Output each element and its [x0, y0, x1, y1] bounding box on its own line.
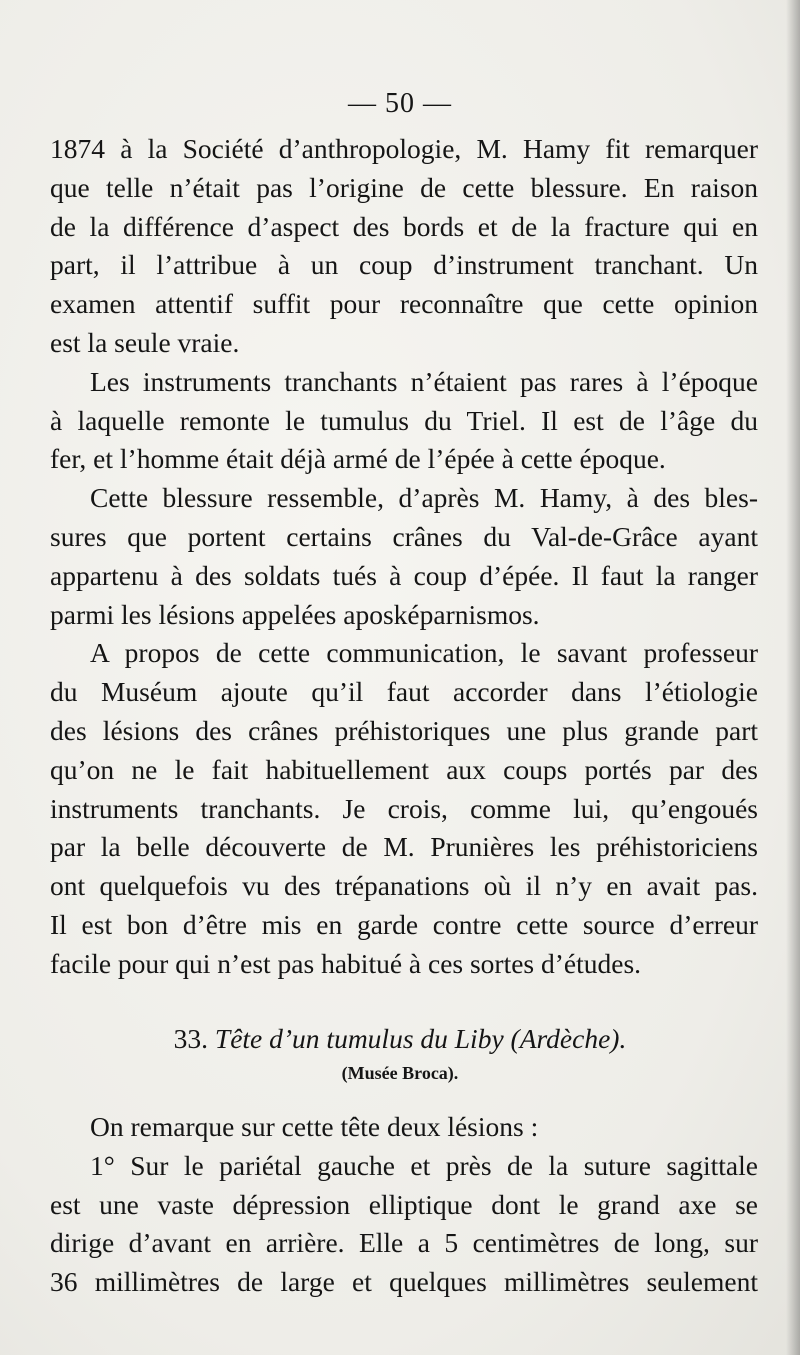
section-heading: [0, 1020, 800, 1058]
text-line: appartenu à des soldats tués à coup d’épée. Il faut la ranger: [50, 559, 758, 591]
page-edge-shadow: [786, 0, 800, 1355]
text-line: parmi les lésions appelées aposképarnismos.: [50, 598, 540, 630]
page-number: — 50 —: [348, 88, 452, 119]
text-line: fer, et l’homme était déjà armé de l’épée à cette époque.: [50, 443, 666, 475]
text-line: par la belle découverte de M. Prunières les préhistoriciens: [50, 831, 758, 863]
text-line: Cette blessure ressemble, d’après M. Hamy, à des bles-: [90, 482, 758, 514]
text-line: ont quelquefois vu des trépanations où il n’y en avait pas.: [50, 870, 758, 902]
text-line: 36 millimètres de large et quelques millimètres seulement: [50, 1266, 758, 1298]
text-line: du Muséum ajoute qu’il faut accorder dans l’étiologie: [50, 676, 758, 708]
text-line: A propos de cette communication, le savant professeur: [90, 637, 758, 669]
text-line: On remarque sur cette tête deux lésions :: [90, 1111, 539, 1142]
text-line: 1° Sur le pariétal gauche et près de la suture sagittale: [90, 1149, 758, 1181]
text-line: instruments tranchants. Je crois, comme lui, qu’engoués: [50, 792, 758, 824]
section-number: 33.: [173, 1023, 209, 1054]
text-line: part, il l’attribue à un coup d’instrument tranchant. Un: [50, 249, 758, 281]
text-line: à laquelle remonte le tumulus du Triel. Il est de l’âge du: [50, 404, 758, 436]
text-line: facile pour qui n’est pas habitué à ces sortes d’études.: [50, 947, 642, 979]
text-line: est la seule vraie.: [50, 326, 240, 358]
text-line: que telle n’était pas l’origine de cette blessure. En raison: [50, 171, 758, 203]
text-line: examen attentif suffit pour reconnaître que cette opinion: [50, 288, 758, 320]
text-line: dirige d’avant en arrière. Elle a 5 centimètres de long, sur: [50, 1227, 758, 1259]
text-line: qu’on ne le fait habituellement aux coups portés par des: [50, 753, 758, 785]
text-line: Il est bon d’être mis en garde contre cette source d’erreur: [50, 908, 758, 940]
text-line: sures que portent certains crânes du Val-de-Grâce ayant: [50, 520, 758, 552]
text-line: Les instruments tranchants n’étaient pas rares à l’époque: [90, 365, 758, 397]
body-text-bottom: [50, 1108, 758, 1302]
section-subheading: (Musée Broca).: [341, 1063, 459, 1083]
text-line: de la différence d’aspect des bords et de la fracture qui en: [50, 210, 758, 242]
section-title: Tête d’un tumulus du Liby (Ardèche).: [214, 1023, 627, 1054]
text-line: des lésions des crânes préhistoriques une plus grande part: [50, 714, 758, 746]
text-line: est une vaste dépression elliptique dont le grand axe se: [50, 1188, 758, 1220]
text-line: 1874 à la Société d’anthropologie, M. Hamy fit remarquer: [50, 133, 758, 164]
body-text-top: [50, 130, 758, 984]
